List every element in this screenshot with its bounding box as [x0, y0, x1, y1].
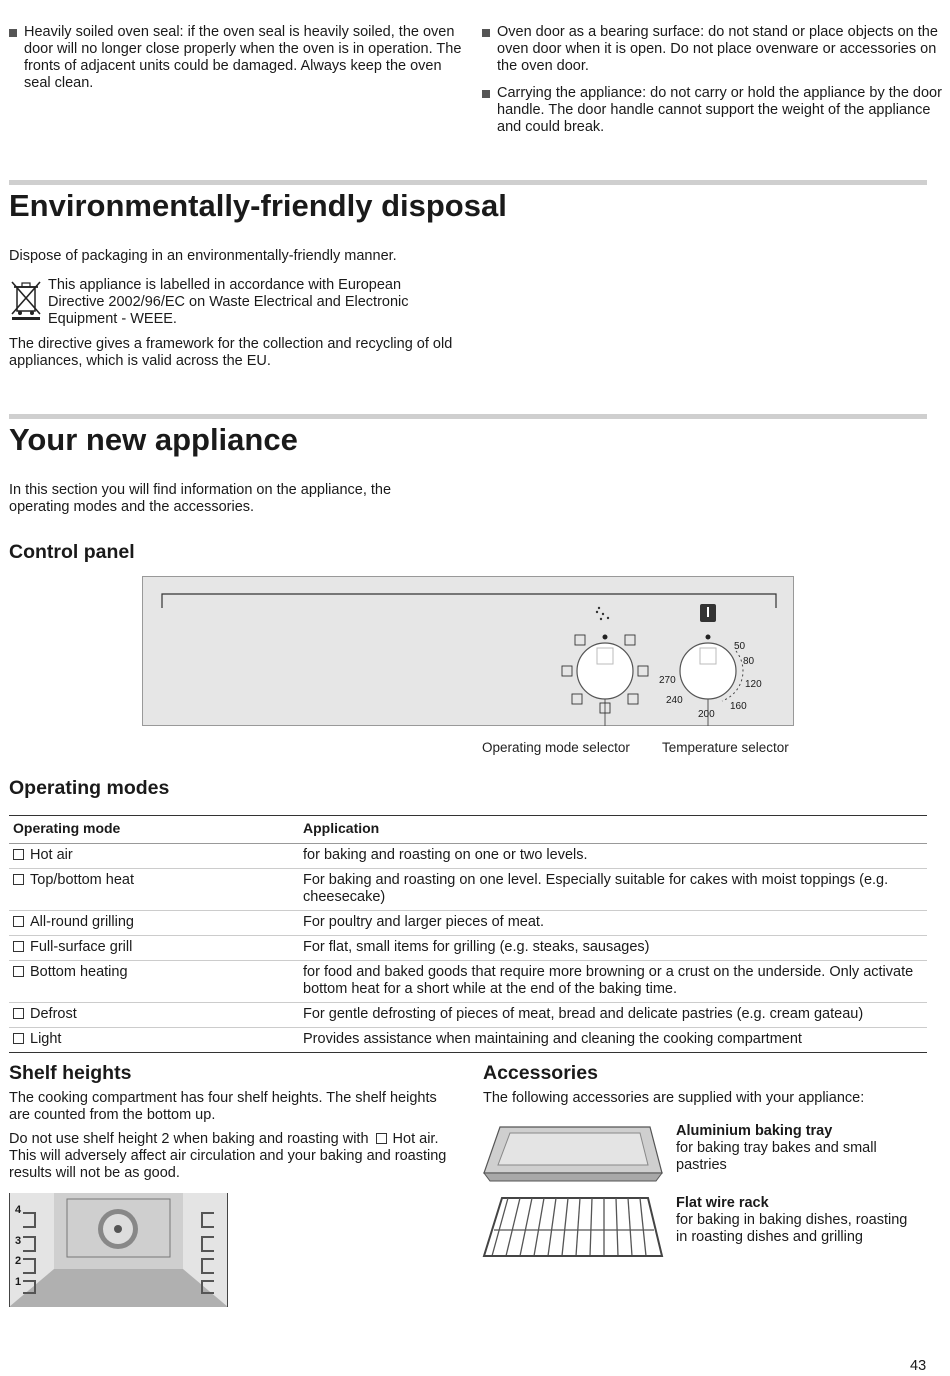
mode-name: Full-surface grill	[30, 939, 133, 955]
mode-name: Top/bottom heat	[30, 872, 134, 888]
bullet-oven-door	[482, 24, 942, 75]
full-surface-grill-icon	[13, 941, 24, 952]
top-bottom-heat-icon	[13, 874, 24, 885]
bullet-carrying	[482, 85, 942, 136]
operating-modes-table	[9, 815, 927, 1053]
temp-scale-label: 80	[743, 656, 755, 667]
shelf-warning-part-b: Hot air. This will adversely affect air circulation and your baking and roasting results will not be as good.	[9, 1131, 447, 1181]
shelf-level-label: 3	[15, 1235, 22, 1247]
mode-application: For baking and roasting on one level. Especially suitable for cakes with moist toppings (e.g. cheesecake)	[299, 869, 927, 911]
accessories-heading: Accessories	[483, 1062, 598, 1084]
caption-temperature-selector: Temperature selector	[662, 740, 789, 755]
weee-text: This appliance is labelled in accordance with European Directive 2002/96/EC on Waste Electrical and Electronic Equipment - WEEE.	[48, 277, 409, 327]
mode-name: Light	[30, 1031, 62, 1047]
framework-text: The directive gives a framework for the collection and recycling of old appliances, which is valid across the EU.	[9, 336, 453, 369]
disposal-heading: Environmentally-friendly disposal	[9, 188, 507, 223]
bullet-oven-seal	[9, 24, 469, 92]
accessories-intro: The following accessories are supplied with your appliance:	[483, 1090, 865, 1106]
wire-rack-image	[482, 1194, 664, 1268]
mode-application: for baking and roasting on one or two levels.	[299, 844, 927, 869]
operating-modes-heading: Operating modes	[9, 777, 170, 799]
bullet-text: Carrying the appliance: do not carry or hold the appliance by the door handle. The door handle cannot support the weight of the appliance and could break.	[497, 85, 942, 135]
accessory-name: Aluminium baking tray	[676, 1123, 833, 1139]
weee-bin-icon	[9, 279, 43, 321]
col-application: Application	[299, 816, 927, 844]
shelf-warning-part-a: Do not use shelf height 2 when baking and roasting with	[9, 1131, 369, 1147]
disposal-intro: Dispose of packaging in an environmentally-friendly manner.	[9, 248, 397, 264]
shelf-heights-heading: Shelf heights	[9, 1062, 132, 1084]
section-rule	[9, 180, 927, 185]
accessory-desc: for baking tray bakes and small pastries	[676, 1140, 877, 1173]
table-row	[9, 961, 927, 1003]
control-panel-heading: Control panel	[9, 541, 135, 563]
mode-application: For flat, small items for grilling (e.g. steaks, sausages)	[299, 936, 927, 961]
oven-interior-illustration	[9, 1193, 228, 1307]
temp-scale-label: 120	[745, 679, 762, 690]
mode-application: For poultry and larger pieces of meat.	[299, 911, 927, 936]
baking-tray-image	[482, 1123, 664, 1185]
page-number: 43	[910, 1358, 927, 1374]
temp-scale-label: 200	[698, 709, 715, 720]
light-icon	[13, 1033, 24, 1044]
hot-air-icon	[13, 849, 24, 860]
col-operating-mode: Operating mode	[9, 816, 299, 844]
shelf-level-label: 1	[15, 1276, 22, 1288]
table-row	[9, 911, 927, 936]
accessory-desc: for baking in baking dishes, roasting in roasting dishes and grilling	[676, 1212, 908, 1245]
temp-scale-label: 240	[666, 695, 683, 706]
table-row	[9, 1028, 927, 1053]
table-row	[9, 844, 927, 869]
shelf-level-label: 2	[15, 1255, 22, 1267]
mode-application: Provides assistance when maintaining and cleaning the cooking compartment	[299, 1028, 927, 1053]
bullet-text: Oven door as a bearing surface: do not stand or place objects on the oven door when it is open. Do not place ovenware or accessories on the oven door.	[497, 24, 938, 74]
shelf-heights-warning	[9, 1131, 454, 1182]
mode-name: All-round grilling	[30, 914, 134, 930]
mode-application: for food and baked goods that require more browning or a crust on the underside. Only activate bottom heat for a short while at the end of the baking time.	[299, 961, 927, 1003]
bottom-heating-icon	[13, 966, 24, 977]
mode-name: Hot air	[30, 847, 73, 863]
control-panel-illustration	[142, 576, 794, 726]
temp-scale-label: 160	[730, 701, 747, 712]
hot-air-icon	[376, 1133, 387, 1144]
appliance-heading: Your new appliance	[9, 422, 298, 457]
mode-name: Defrost	[30, 1006, 77, 1022]
temp-scale-label: 270	[659, 675, 676, 686]
table-header-row	[9, 816, 927, 844]
shelf-level-label: 4	[15, 1204, 22, 1216]
mode-application: For gentle defrosting of pieces of meat, bread and delicate pastries (e.g. cream gateau)	[299, 1003, 927, 1028]
defrost-icon	[13, 1008, 24, 1019]
table-row	[9, 1003, 927, 1028]
table-row	[9, 936, 927, 961]
temp-scale-label: 50	[734, 641, 746, 652]
shelf-heights-text: The cooking compartment has four shelf heights. The shelf heights are counted from the bottom up.	[9, 1090, 437, 1123]
bullet-text: Heavily soiled oven seal: if the oven seal is heavily soiled, the oven door will no longer close properly when the oven is in operation. The fronts of adjacent units could be damaged. Always keep the oven seal clean.	[24, 24, 462, 91]
appliance-intro: In this section you will find information on the appliance, the operating modes and the accessories.	[9, 482, 392, 515]
section-rule	[9, 414, 927, 419]
all-round-grilling-icon	[13, 916, 24, 927]
mode-name: Bottom heating	[30, 964, 128, 980]
accessory-name: Flat wire rack	[676, 1195, 769, 1211]
caption-mode-selector: Operating mode selector	[482, 740, 630, 755]
table-row	[9, 869, 927, 911]
